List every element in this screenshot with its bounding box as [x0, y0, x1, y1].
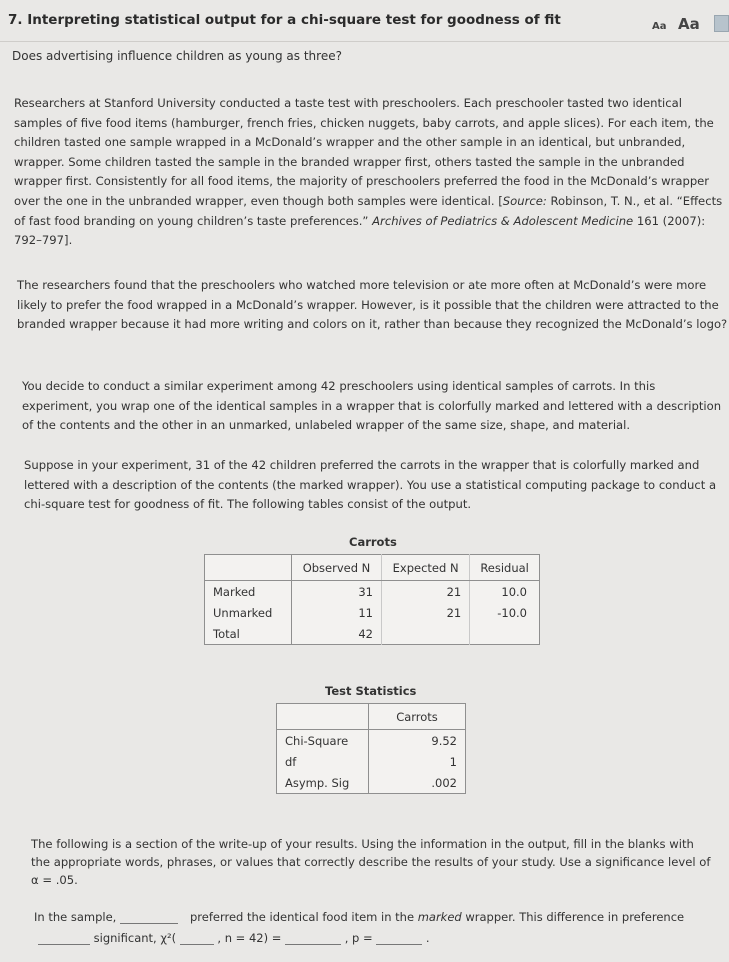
expected-cell: 21 [382, 581, 470, 602]
row-label: Asymp. Sig [277, 772, 369, 793]
fill-text-significant: significant, χ²( [93, 931, 177, 945]
row-label: Marked [205, 581, 292, 602]
paragraph-experiment: You decide to conduct a similar experiment among 42 preschoolers using identical samples of carrots. In this experiment, you wrap one of the identical samples in a wrapper that is colorfully marked and lettered with a description of the contents and the other in an unmarked, unlabeled wrapper of the same size, shape, and material. [22, 379, 722, 433]
table-row [277, 730, 466, 751]
header-divider [0, 41, 729, 42]
residual-cell: 10.0 [501, 584, 527, 599]
fill-line-1 [34, 910, 178, 924]
row-label: Chi-Square [277, 730, 369, 751]
fill-text-marked: marked [417, 910, 462, 924]
stats-header-empty [277, 704, 369, 730]
blank-who-preferred[interactable] [120, 911, 178, 924]
row-label: Total [205, 623, 292, 644]
observed-cell: 31 [292, 581, 382, 602]
expected-cell: 21 [382, 602, 470, 623]
observed-cell: 42 [292, 623, 382, 644]
journal-name: Archives of Pediatrics & Adolescent Medicine [372, 213, 634, 228]
paragraph-background-text: Researchers at Stanford University conducted a taste test with preschoolers. Each preschooler tasted two identical samples of five food items (hamburger, french fries, chicken nuggets, baby carrots, and apple slices). For each item, the children tasted one sample wrapped in a McDonald’s wrapper and the other sample in an identical, but unbranded, wrapper. Some children tasted the sample in the branded wrapper first, others tasted the sample in the unbranded wrapper first. Consistently for all food items, the majority of preschoolers preferred the food in the McDonald’s wrapper over the one in the unbranded wrapper, even though both samples were identical. [ [14, 96, 714, 208]
residual-cell: -10.0 [497, 605, 527, 620]
row-label: df [277, 751, 369, 772]
expected-cell [382, 623, 470, 644]
decrease-font-button[interactable]: Aa [652, 21, 667, 32]
fill-text-n: , n = 42) = [217, 931, 282, 945]
table-row [205, 581, 540, 602]
table-row [277, 751, 466, 772]
fill-text-p: , p = [344, 931, 373, 945]
stats-table-caption: Test Statistics [325, 684, 417, 698]
carrots-table [204, 554, 540, 645]
grid-icon[interactable] [714, 15, 729, 32]
blank-chi-square[interactable] [285, 932, 341, 945]
citation-text: Robinson, T. N., et al. “Effects of fast food branding on young children’s taste preferences.” [14, 193, 723, 228]
fill-text-sample: In the sample, [34, 910, 117, 924]
value-cell: 9.52 [431, 733, 457, 748]
carrots-table-caption: Carrots [349, 535, 397, 549]
source-label: Source: [502, 193, 547, 208]
fill-line-1b [190, 910, 684, 924]
paragraph-results: Suppose in your experiment, 31 of the 42 children preferred the carrots in the wrapper that is colorfully marked and lettered with a description of the contents (the marked wrapper). You use a statistical computing package to conduct a chi-square test for goodness of fit. The following tables consist of the output. [24, 458, 717, 512]
header-carrots: Carrots [369, 704, 466, 730]
value-cell: .002 [431, 775, 457, 790]
table-row [277, 772, 466, 793]
fill-line-2 [38, 931, 430, 945]
fill-text-preferred: preferred the identical food item in the [190, 910, 418, 924]
table-row [205, 623, 540, 644]
blank-is-isnot[interactable] [38, 932, 90, 945]
paragraph-findings: The researchers found that the preschoolers who watched more television or ate more often at McDonald’s were more likely to prefer the food wrapped in a McDonald’s wrapper. However, is it possible that the children were attracted to the branded wrapper because it had more writing and colors on it, rather than because they recognized the McDonald’s logo? [17, 278, 728, 332]
residual-cell [470, 623, 540, 644]
table-row [205, 602, 540, 623]
blank-df[interactable] [180, 932, 214, 945]
page-title: 7. Interpreting statistical output for a chi-square test for goodness of fit [8, 12, 561, 28]
stats-table [276, 703, 466, 794]
paragraph-background [14, 94, 726, 251]
observed-cell: 11 [292, 602, 382, 623]
fill-text-period: . [425, 931, 430, 945]
increase-font-button[interactable]: Aa [678, 15, 700, 33]
value-cell: 1 [449, 754, 457, 769]
row-label: Unmarked [205, 602, 292, 623]
fill-text-preference: wrapper. This difference in preference [461, 910, 685, 924]
header-observed: Observed N [292, 555, 382, 581]
citation-end: 161 (2007): 792–797]. [14, 213, 706, 248]
header-bar [0, 0, 729, 42]
header-residual: Residual [470, 555, 540, 581]
carrots-header-empty [205, 555, 292, 581]
blank-p-value[interactable] [376, 932, 422, 945]
paragraph-instructions: The following is a section of the write-up of your results. Using the information in the output, fill in the blanks with the appropriate words, phrases, or values that correctly describe the results of your study. Use a significance level of α = .05. [31, 837, 711, 887]
header-expected: Expected N [382, 555, 470, 581]
question-text: Does advertising influence children as young as three? [12, 49, 342, 63]
